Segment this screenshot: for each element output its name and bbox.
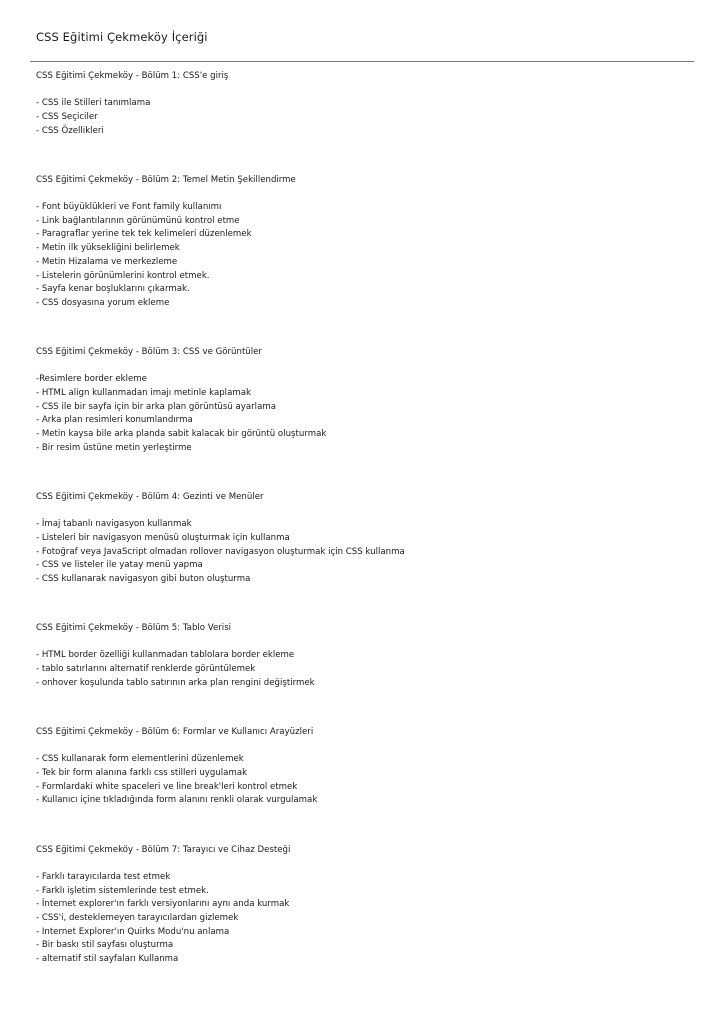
list-item: - İnternet explorer'ın farklı versiyonlarını aynı anda kurmak bbox=[36, 899, 290, 910]
list-item: - Internet Explorer'ın Quirks Modu'nu anlama bbox=[36, 926, 230, 937]
section-bolum-6 bbox=[36, 726, 686, 808]
section-item-list bbox=[36, 518, 686, 587]
section-bolum-7 bbox=[36, 844, 686, 967]
section-item-list bbox=[36, 201, 686, 311]
list-item: - Metin Hizalama ve merkezleme bbox=[36, 256, 178, 267]
list-item: - HTML align kullanmadan imajı metinle kaplamak bbox=[36, 388, 251, 399]
section-bolum-3 bbox=[36, 346, 686, 455]
section-item-list bbox=[36, 753, 686, 808]
list-item: - Tek bir form alanına farklı css stilleri uygulamak bbox=[36, 768, 248, 778]
list-item: - Metin kaysa bile arka planda sabit kalacak bir görüntü oluşturmak bbox=[36, 429, 327, 440]
list-item: - CSS ve listeler ile yatay menü yapma bbox=[36, 560, 203, 571]
section-title: CSS Eğitimi Çekmeköy - Bölüm 1: CSS'e giriş bbox=[36, 71, 229, 81]
section-title: CSS Eğitimi Çekmeköy - Bölüm 2: Temel Metin Şekillendirme bbox=[36, 174, 296, 185]
section-item-list bbox=[36, 373, 686, 455]
list-item: - Formlardaki white spaceleri ve line break'leri kontrol etmek bbox=[36, 781, 298, 792]
list-item: - Sayfa kenar boşluklarını çıkarmak. bbox=[36, 284, 190, 295]
list-item: - Link bağlantılarının görünümünü kontrol etme bbox=[36, 215, 240, 226]
list-item: - Font büyüklükleri ve Font family kullanımı bbox=[36, 202, 222, 213]
list-item: - CSS Özellikleri bbox=[36, 125, 104, 136]
list-item: - tablo satırlarını alternatif renklerde görüntülemek bbox=[36, 664, 256, 675]
section-title: CSS Eğitimi Çekmeköy - Bölüm 4: Gezinti ve Menüler bbox=[36, 492, 264, 503]
list-item: - Arka plan resimleri konumlandırma bbox=[36, 415, 193, 426]
section-item-list bbox=[36, 97, 686, 138]
title-divider bbox=[30, 61, 694, 62]
list-item: - CSS kullanarak navigasyon gibi buton oluşturma bbox=[36, 574, 251, 585]
section-title: CSS Eğitimi Çekmeköy - Bölüm 6: Formlar ve Kullanıcı Arayüzleri bbox=[36, 727, 314, 738]
section-title: CSS Eğitimi Çekmeköy - Bölüm 3: CSS ve Görüntüler bbox=[36, 347, 262, 358]
section-title: CSS Eğitimi Çekmeköy - Bölüm 7: Tarayıcı ve Cihaz Desteği bbox=[36, 844, 291, 855]
document-content bbox=[36, 70, 686, 967]
list-item: - Kullanıcı içine tıkladığında form alanını renkli olarak vurgulamak bbox=[36, 795, 318, 806]
section-item-list bbox=[36, 871, 686, 967]
page-title: CSS Eğitimi Çekmeköy İçeriği bbox=[36, 30, 208, 44]
list-item: - Listelerin görünümlerini kontrol etmek. bbox=[36, 270, 210, 281]
list-item: - Metin ilk yüksekliğini belirlemek bbox=[36, 243, 180, 254]
section-bolum-5 bbox=[36, 622, 686, 690]
list-item: - CSS'i, desteklemeyen tarayıcılardan gizlemek bbox=[36, 912, 239, 923]
list-item: -Resimlere border ekleme bbox=[36, 374, 147, 385]
list-item: - Bir baskı stil sayfası oluşturma bbox=[36, 940, 174, 951]
section-item-list bbox=[36, 649, 686, 690]
list-item: - alternatif stil sayfaları Kullanma bbox=[36, 954, 179, 965]
list-item: - CSS Seçiciler bbox=[36, 111, 98, 122]
section-bolum-2 bbox=[36, 174, 686, 311]
list-item: - Listeleri bir navigasyon menüsü oluşturmak için kullanma bbox=[36, 532, 290, 543]
list-item: - CSS kullanarak form elementlerini düzenlemek bbox=[36, 754, 244, 765]
list-item: - Paragraflar yerine tek tek kelimeleri düzenlemek bbox=[36, 229, 252, 240]
list-item: - CSS ile Stilleri tanımlama bbox=[36, 98, 151, 109]
section-bolum-1 bbox=[36, 70, 686, 138]
list-item: - onhover koşulunda tablo satırının arka plan rengini değiştirmek bbox=[36, 677, 315, 688]
list-item: - Bir resim üstüne metin yerleştirme bbox=[36, 442, 192, 453]
list-item: - Fotoğraf veya JavaScript olmadan rollover navigasyon oluşturmak için CSS kullanma bbox=[36, 546, 405, 557]
list-item: - CSS ile bir sayfa için bir arka plan görüntüsü ayarlama bbox=[36, 401, 276, 412]
list-item: - Farklı işletim sistemlerinde test etmek. bbox=[36, 885, 209, 896]
section-title: CSS Eğitimi Çekmeköy - Bölüm 5: Tablo Verisi bbox=[36, 623, 232, 634]
list-item: - İmaj tabanlı navigasyon kullanmak bbox=[36, 519, 192, 530]
section-bolum-4 bbox=[36, 491, 686, 587]
list-item: - Farklı tarayıcılarda test etmek bbox=[36, 871, 171, 882]
list-item: - HTML border özelliği kullanmadan tablolara border ekleme bbox=[36, 650, 295, 661]
list-item: - CSS dosyasına yorum ekleme bbox=[36, 297, 170, 308]
